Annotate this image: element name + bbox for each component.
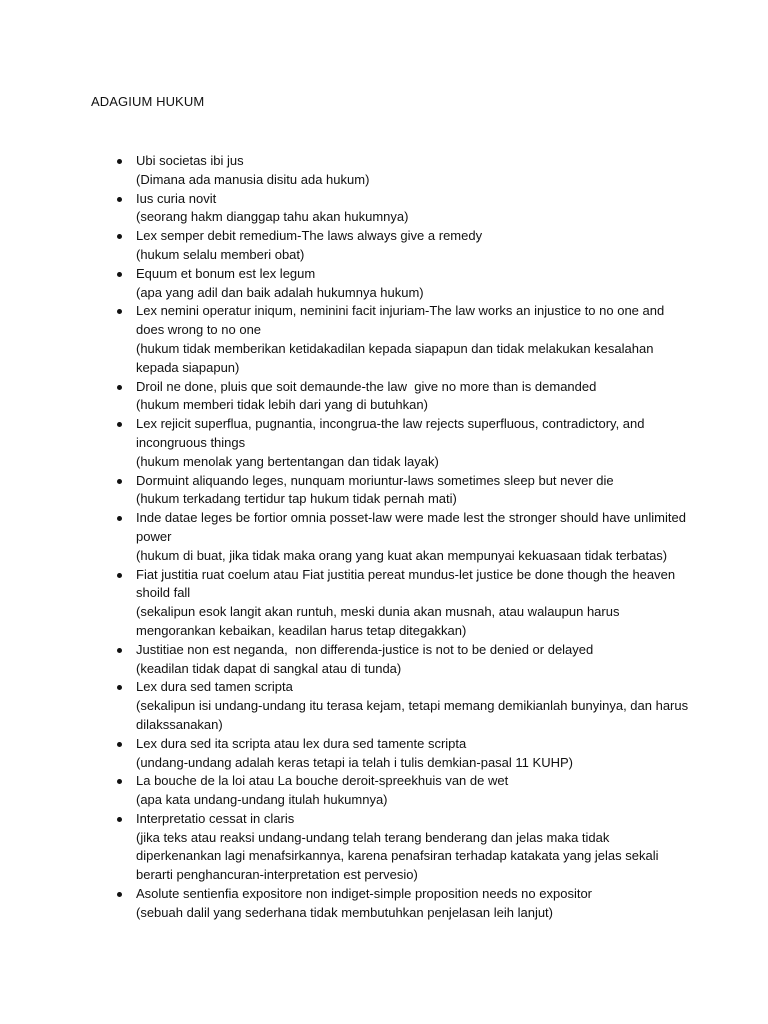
- adage-item: [110, 772, 700, 810]
- adage-text: Equum et bonum est lex legum: [136, 265, 316, 281]
- bullet-icon: [117, 159, 122, 164]
- adage-item: [110, 378, 700, 416]
- adage-text: Interpretatio cessat in claris: [136, 810, 295, 826]
- bullet-icon: [117, 197, 122, 202]
- adage-line: (jika teks atau reaksi undang-undang telah terang benderang dan jelas maka tidak: [136, 829, 610, 845]
- adage-line: does wrong to no one: [136, 322, 262, 338]
- adage-item: [110, 735, 700, 773]
- adage-item: [110, 566, 700, 641]
- adage-text: Lex rejicit superflua, pugnantia, incongrua-the law rejects superfluous, contradictory, and: [136, 416, 645, 432]
- adage-text: Lex dura sed ita scripta atau lex dura sed tamente scripta: [136, 735, 467, 751]
- adage-text: Lex dura sed tamen scripta: [136, 679, 293, 695]
- adage-item: [110, 227, 700, 265]
- adage-line: power: [136, 528, 172, 544]
- bullet-icon: [117, 272, 122, 277]
- adage-item: [110, 810, 700, 885]
- adage-line: shoild fall: [136, 585, 191, 601]
- adage-line: (hukum tidak memberikan ketidakadilan kepada siapapun dan tidak melakukan kesalahan: [136, 340, 654, 356]
- bullet-icon: [117, 422, 122, 427]
- bullet-icon: [117, 648, 122, 653]
- adage-text: Ubi societas ibi jus: [136, 153, 244, 168]
- adage-item: [110, 415, 700, 471]
- adage-text: Asolute sentienfia expositore non indiget-simple proposition needs no expositor: [136, 886, 593, 902]
- bullet-icon: [117, 892, 122, 897]
- adage-line: (undang-undang adalah keras tetapi ia telah i tulis demkian-pasal 11 KUHP): [136, 754, 573, 770]
- adage-line: (apa kata undang-undang itulah hukumnya): [136, 792, 388, 808]
- adage-line: incongruous things: [136, 434, 246, 450]
- adage-text: Droil ne done, pluis que soit demaunde-the law give no more than is demanded: [136, 378, 597, 394]
- adage-item: [110, 678, 700, 734]
- adage-text: Justitiae non est neganda, non differenda-justice is not to be denied or delayed: [136, 641, 594, 657]
- adage-line: (hukum terkadang tertidur tap hukum tidak pernah mati): [136, 491, 457, 507]
- adage-text: Dormuint aliquando leges, nunquam moriuntur-laws sometimes sleep but never die: [136, 472, 614, 488]
- adage-line: (keadilan tidak dapat di sangkal atau di tunda): [136, 660, 402, 676]
- adage-item: [110, 302, 700, 377]
- adage-line: (apa yang adil dan baik adalah hukumnya hukum): [136, 284, 424, 300]
- bullet-icon: [117, 573, 122, 578]
- adage-line: (sekalipun esok langit akan runtuh, meski dunia akan musnah, atau walaupun harus: [136, 604, 620, 620]
- adage-line: (hukum selalu memberi obat): [136, 246, 305, 262]
- bullet-icon: [117, 742, 122, 747]
- bullet-icon: [117, 309, 122, 314]
- adage-item: [110, 190, 700, 228]
- adage-item: [110, 885, 700, 923]
- adage-text: Ius curia novit: [136, 190, 217, 206]
- bullet-icon: [117, 779, 122, 784]
- adage-line: diperkenankan lagi menafsirkannya, karena penafsiran terhadap katakata yang jelas sekali: [136, 848, 659, 864]
- adage-line: (hukum menolak yang bertentangan dan tidak layak): [136, 453, 439, 469]
- adage-line: (seorang hakm dianggap tahu akan hukumnya): [136, 209, 409, 225]
- adage-line: (sebuah dalil yang sederhana tidak membutuhkan penjelasan leih lanjut): [136, 904, 553, 920]
- adage-line: kepada siapapun): [136, 359, 240, 375]
- adage-list: [110, 152, 700, 923]
- adage-text: Lex semper debit remedium-The laws always give a remedy: [136, 228, 483, 244]
- bullet-icon: [117, 479, 122, 484]
- document-title: ADAGIUM HUKUM: [91, 94, 205, 109]
- adage-text: Fiat justitia ruat coelum atau Fiat justitia pereat mundus-let justice be done though the heaven: [136, 566, 676, 582]
- bullet-icon: [117, 516, 122, 521]
- adage-item: [110, 472, 700, 510]
- adage-line: dilakssanakan): [136, 716, 223, 732]
- bullet-icon: [117, 234, 122, 239]
- bullet-icon: [117, 685, 122, 690]
- adage-item: [110, 641, 700, 679]
- adage-text: Inde datae leges be fortior omnia posset-law were made lest the stronger should have unlimited: [136, 510, 686, 526]
- adage-text: La bouche de la loi atau La bouche deroit-spreekhuis van de wet: [136, 773, 509, 789]
- adage-line: (sekalipun isi undang-undang itu terasa kejam, tetapi memang demikianlah bunyinya, dan harus: [136, 698, 689, 714]
- adage-line: mengorankan kebaikan, keadilan harus tetap ditegakkan): [136, 622, 467, 638]
- adage-line: berarti penghancuran-interpretation est pervesio): [136, 867, 418, 883]
- adage-item: [110, 509, 700, 565]
- bullet-icon: [117, 817, 122, 822]
- adage-line: (hukum di buat, jika tidak maka orang yang kuat akan mempunyai kekuasaan tidak terbatas): [136, 547, 668, 563]
- adage-line: (hukum memberi tidak lebih dari yang di butuhkan): [136, 397, 428, 413]
- adage-line: (Dimana ada manusia disitu ada hukum): [136, 171, 370, 187]
- adage-text: Lex nemini operatur iniqum, neminini facit injuriam-The law works an injustice to no one and: [136, 303, 665, 319]
- bullet-icon: [117, 385, 122, 390]
- adage-item: [110, 265, 700, 303]
- adage-item: [110, 152, 700, 190]
